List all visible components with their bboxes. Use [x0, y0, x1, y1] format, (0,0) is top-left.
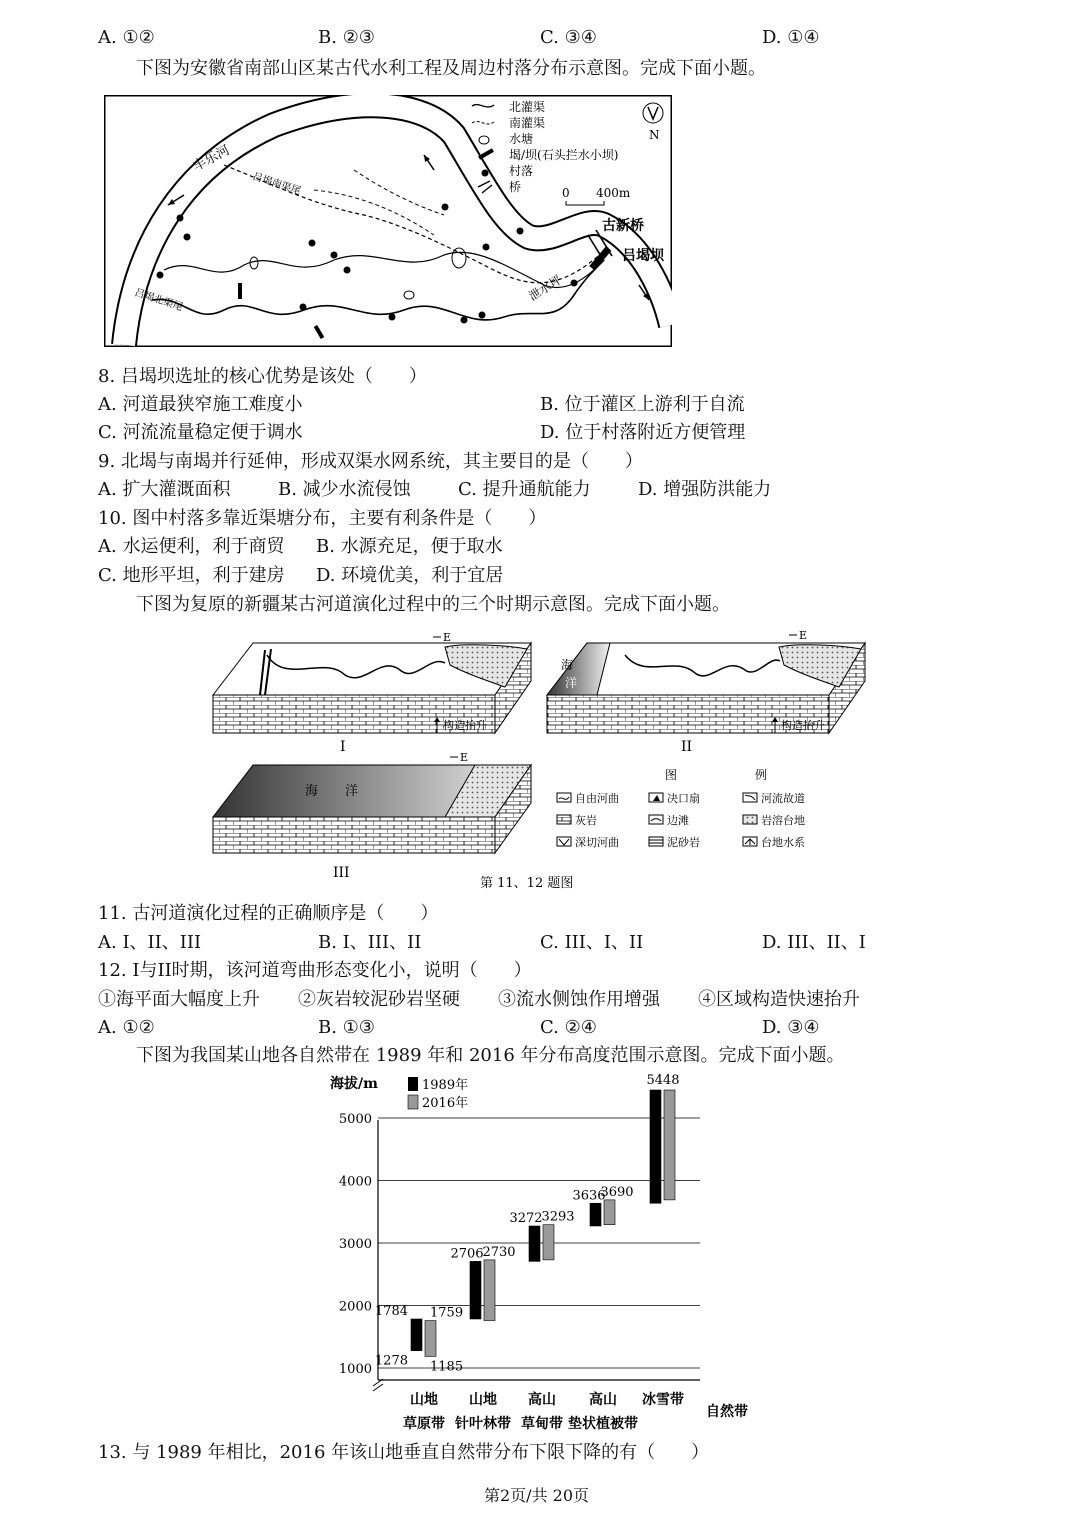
q12-option-b[interactable]: B. ①③: [318, 1017, 375, 1038]
irrigation-map: [104, 95, 672, 347]
q9-option-c[interactable]: C. 提升通航能力: [458, 479, 591, 500]
y-tick-5000: 5000: [338, 1112, 372, 1127]
block-iii: [213, 751, 531, 853]
north-canal-tail-label: 吕堨北渠尾: [133, 287, 185, 314]
q9-option-a[interactable]: A. 扩大灌溉面积: [98, 479, 231, 500]
legend-abandoned-channel: 河流故道: [761, 792, 805, 805]
legend-mudstone: 泥砂岩: [667, 836, 700, 849]
y-tick-4000: 4000: [338, 1174, 372, 1190]
intro-chart: 下图为我国某山地各自然带在 1989 年和 2016 年分布高度范围示意图。完成下面小题。: [136, 1045, 845, 1066]
river-name: 丰乐河: [190, 142, 233, 175]
altitude-zone-chart: [320, 1070, 760, 1442]
q11-option-b[interactable]: B. I、III、II: [318, 932, 422, 953]
river-legend: [557, 791, 805, 849]
bar-1989年-4: [650, 1090, 661, 1203]
q12-stem: 12. I与II时期，该河道弯曲形态变化小，说明（ ）: [98, 960, 532, 981]
category-line1: 山地: [410, 1392, 438, 1408]
block-i-east-label: E: [443, 631, 452, 644]
north-label: N: [649, 128, 660, 142]
legend-limestone: 灰岩: [575, 814, 597, 827]
legend-bridge: 桥: [509, 180, 522, 194]
q11-stem: 11. 古河道演化过程的正确顺序是（ ）: [98, 903, 439, 924]
intro-river: 下图为复原的新疆某古河道演化过程中的三个时期示意图。完成下面小题。: [136, 594, 730, 615]
chart-grid: [339, 1112, 700, 1377]
q12-statement-1: ①海平面大幅度上升: [98, 989, 260, 1010]
axis-break: [373, 1379, 383, 1391]
y-tick-2000: 2000: [338, 1299, 372, 1315]
legend-dam: 堨/坝(石头拦水小坝): [509, 148, 619, 162]
q9-option-b[interactable]: B. 减少水流侵蚀: [278, 479, 411, 500]
value-label-1784: 1784: [374, 1304, 408, 1319]
category-line1: 山地: [469, 1392, 497, 1408]
legend-karst-platform: 岩溶台地: [761, 814, 805, 827]
bar-1989年-2: [529, 1226, 540, 1261]
q8-option-d[interactable]: D. 位于村落附近方便管理: [540, 422, 746, 443]
bar-2016年-2: [543, 1225, 554, 1260]
value-label-1759: 1759: [430, 1305, 464, 1321]
q8-option-b[interactable]: B. 位于灌区上游利于自流: [540, 394, 745, 415]
block-ii-label: II: [681, 739, 693, 755]
category-line2: 草原带: [403, 1416, 445, 1432]
value-label-3293: 3293: [541, 1209, 575, 1225]
block-ii-uplift: 构造抬升: [781, 719, 825, 732]
block-ii: [547, 629, 865, 733]
value-label-1185: 1185: [430, 1359, 464, 1375]
q12-option-a[interactable]: A. ①②: [98, 1017, 155, 1038]
block-iii-label: III: [333, 865, 350, 881]
legend-crevasse-splay: 决口扇: [667, 792, 700, 805]
q8-option-a[interactable]: A. 河道最狭窄施工难度小: [98, 394, 303, 415]
bar-2016年-1: [484, 1260, 495, 1321]
q12-option-d[interactable]: D. ③④: [762, 1017, 820, 1038]
q12-option-c[interactable]: C. ②④: [540, 1017, 597, 1038]
intro-map: 下图为安徽省南部山区某古代水利工程及周边村落分布示意图。完成下面小题。: [136, 58, 766, 79]
category-line2: 垫状植被带: [568, 1416, 638, 1432]
legend-village-symbol: [482, 170, 489, 177]
q7-option-a[interactable]: A. ①②: [98, 27, 155, 48]
bar-2016年-0: [425, 1321, 436, 1357]
chart-x-label: 自然带: [706, 1404, 748, 1420]
bar-1989年-0: [411, 1319, 422, 1351]
south-canal-tail-label: 吕堨南渠尾: [251, 171, 303, 198]
block-ii-east-label: E: [799, 629, 808, 642]
q12-statement-2: ②灰岩较泥砂岩坚硬: [298, 989, 460, 1010]
bridge-label: 古新桥: [602, 218, 644, 234]
value-label-2706: 2706: [450, 1246, 484, 1262]
river-evolution-figure: [205, 625, 875, 895]
q10-option-d[interactable]: D. 环境优美，利于宜居: [316, 565, 504, 586]
figure-caption: 第 11、12 题图: [480, 876, 574, 891]
block-i-label: I: [340, 739, 346, 755]
block-iii-front: [213, 817, 495, 853]
q11-option-c[interactable]: C. III、I、II: [540, 932, 644, 953]
block-iii-ocean-2: 洋: [345, 784, 359, 799]
legend-pond: 水塘: [509, 132, 534, 146]
value-label-3636: 3636: [572, 1188, 606, 1204]
q10-option-b[interactable]: B. 水源充足，便于取水: [316, 536, 503, 557]
value-label-5448: 5448: [646, 1073, 680, 1088]
q12-statement-3: ③流水侧蚀作用增强: [498, 989, 660, 1010]
category-line1: 高山: [528, 1392, 556, 1408]
category-line2: 草甸带: [521, 1416, 563, 1432]
block-ii-sea-label-2: 洋: [565, 676, 578, 690]
legend-2016-label: 2016年: [422, 1096, 469, 1111]
y-tick-1000: 1000: [338, 1362, 372, 1377]
legend-village: 村落: [509, 164, 534, 178]
category-line1: 冰雪带: [642, 1392, 684, 1408]
q13-stem: 13. 与 1989 年相比，2016 年该山地垂直自然带分布下限下降的有（ ）: [98, 1442, 710, 1463]
q10-stem: 10. 图中村落多靠近渠塘分布，主要有利条件是（ ）: [98, 508, 547, 529]
scale-zero: 0: [562, 186, 570, 200]
value-label-3690: 3690: [600, 1184, 634, 1200]
q10-option-c[interactable]: C. 地形平坦，利于建房: [98, 565, 285, 586]
legend-title-left: 图: [665, 768, 678, 782]
spillway-label: 泄水坪: [526, 272, 565, 304]
legend-platform-drainage: 台地水系: [761, 836, 805, 849]
q10-option-a[interactable]: A. 水运便利，利于商贸: [98, 536, 285, 557]
block-iii-east-label: E: [460, 751, 469, 764]
block-i: [213, 631, 531, 733]
legend-north-canal: 北灌渠: [509, 100, 546, 114]
bar-1989年-3: [590, 1203, 601, 1226]
chart-y-label: 海拔/m: [330, 1076, 378, 1092]
value-label-2730: 2730: [482, 1244, 516, 1260]
q7-option-c[interactable]: C. ③④: [540, 27, 597, 48]
q11-option-d[interactable]: D. III、II、I: [762, 932, 866, 953]
q8-option-c[interactable]: C. 河流流量稳定便于调水: [98, 422, 303, 443]
chart-categories: [403, 1391, 684, 1432]
bar-2016年-4: [664, 1090, 675, 1200]
dam-label: 吕堨坝: [622, 248, 664, 264]
category-line1: 高山: [589, 1392, 617, 1408]
q7-option-d[interactable]: D. ①④: [762, 27, 820, 48]
block-iii-ocean-1: 海: [305, 784, 319, 799]
q7-option-b[interactable]: B. ②③: [318, 27, 375, 48]
small-dam: [238, 283, 242, 299]
q9-option-d[interactable]: D. 增强防洪能力: [638, 479, 772, 500]
legend-2016-swatch: [408, 1095, 418, 1109]
value-label-3272: 3272: [509, 1211, 543, 1226]
bar-1989年-1: [470, 1261, 481, 1319]
legend-1989-swatch: [408, 1077, 418, 1091]
y-tick-3000: 3000: [338, 1237, 372, 1252]
legend-south-canal: 南灌渠: [509, 116, 546, 130]
legend-free-meander: 自由河曲: [575, 792, 619, 805]
q11-option-a[interactable]: A. I、II、III: [98, 932, 202, 953]
legend-1989-label: 1989年: [422, 1078, 469, 1093]
category-line2: 针叶林带: [455, 1416, 511, 1432]
bar-2016年-3: [604, 1200, 615, 1225]
q9-stem: 9. 北堨与南堨并行延伸，形成双渠水网系统，其主要目的是（ ）: [98, 451, 643, 472]
q12-statement-4: ④区域构造快速抬升: [698, 989, 860, 1010]
legend-point-bar: 边滩: [667, 814, 689, 827]
legend-incised-meander: 深切河曲: [575, 836, 619, 849]
legend-title-right: 例: [755, 768, 768, 782]
page-footer: 第2页/共 20页: [484, 1486, 590, 1505]
scale-400: 400m: [596, 186, 631, 200]
value-label-1278: 1278: [374, 1353, 408, 1369]
q8-stem: 8. 吕堨坝选址的核心优势是该处（ ）: [98, 366, 427, 387]
block-ii-sea-label-1: 海: [561, 658, 574, 672]
block-i-uplift: 构造抬升: [443, 719, 487, 732]
